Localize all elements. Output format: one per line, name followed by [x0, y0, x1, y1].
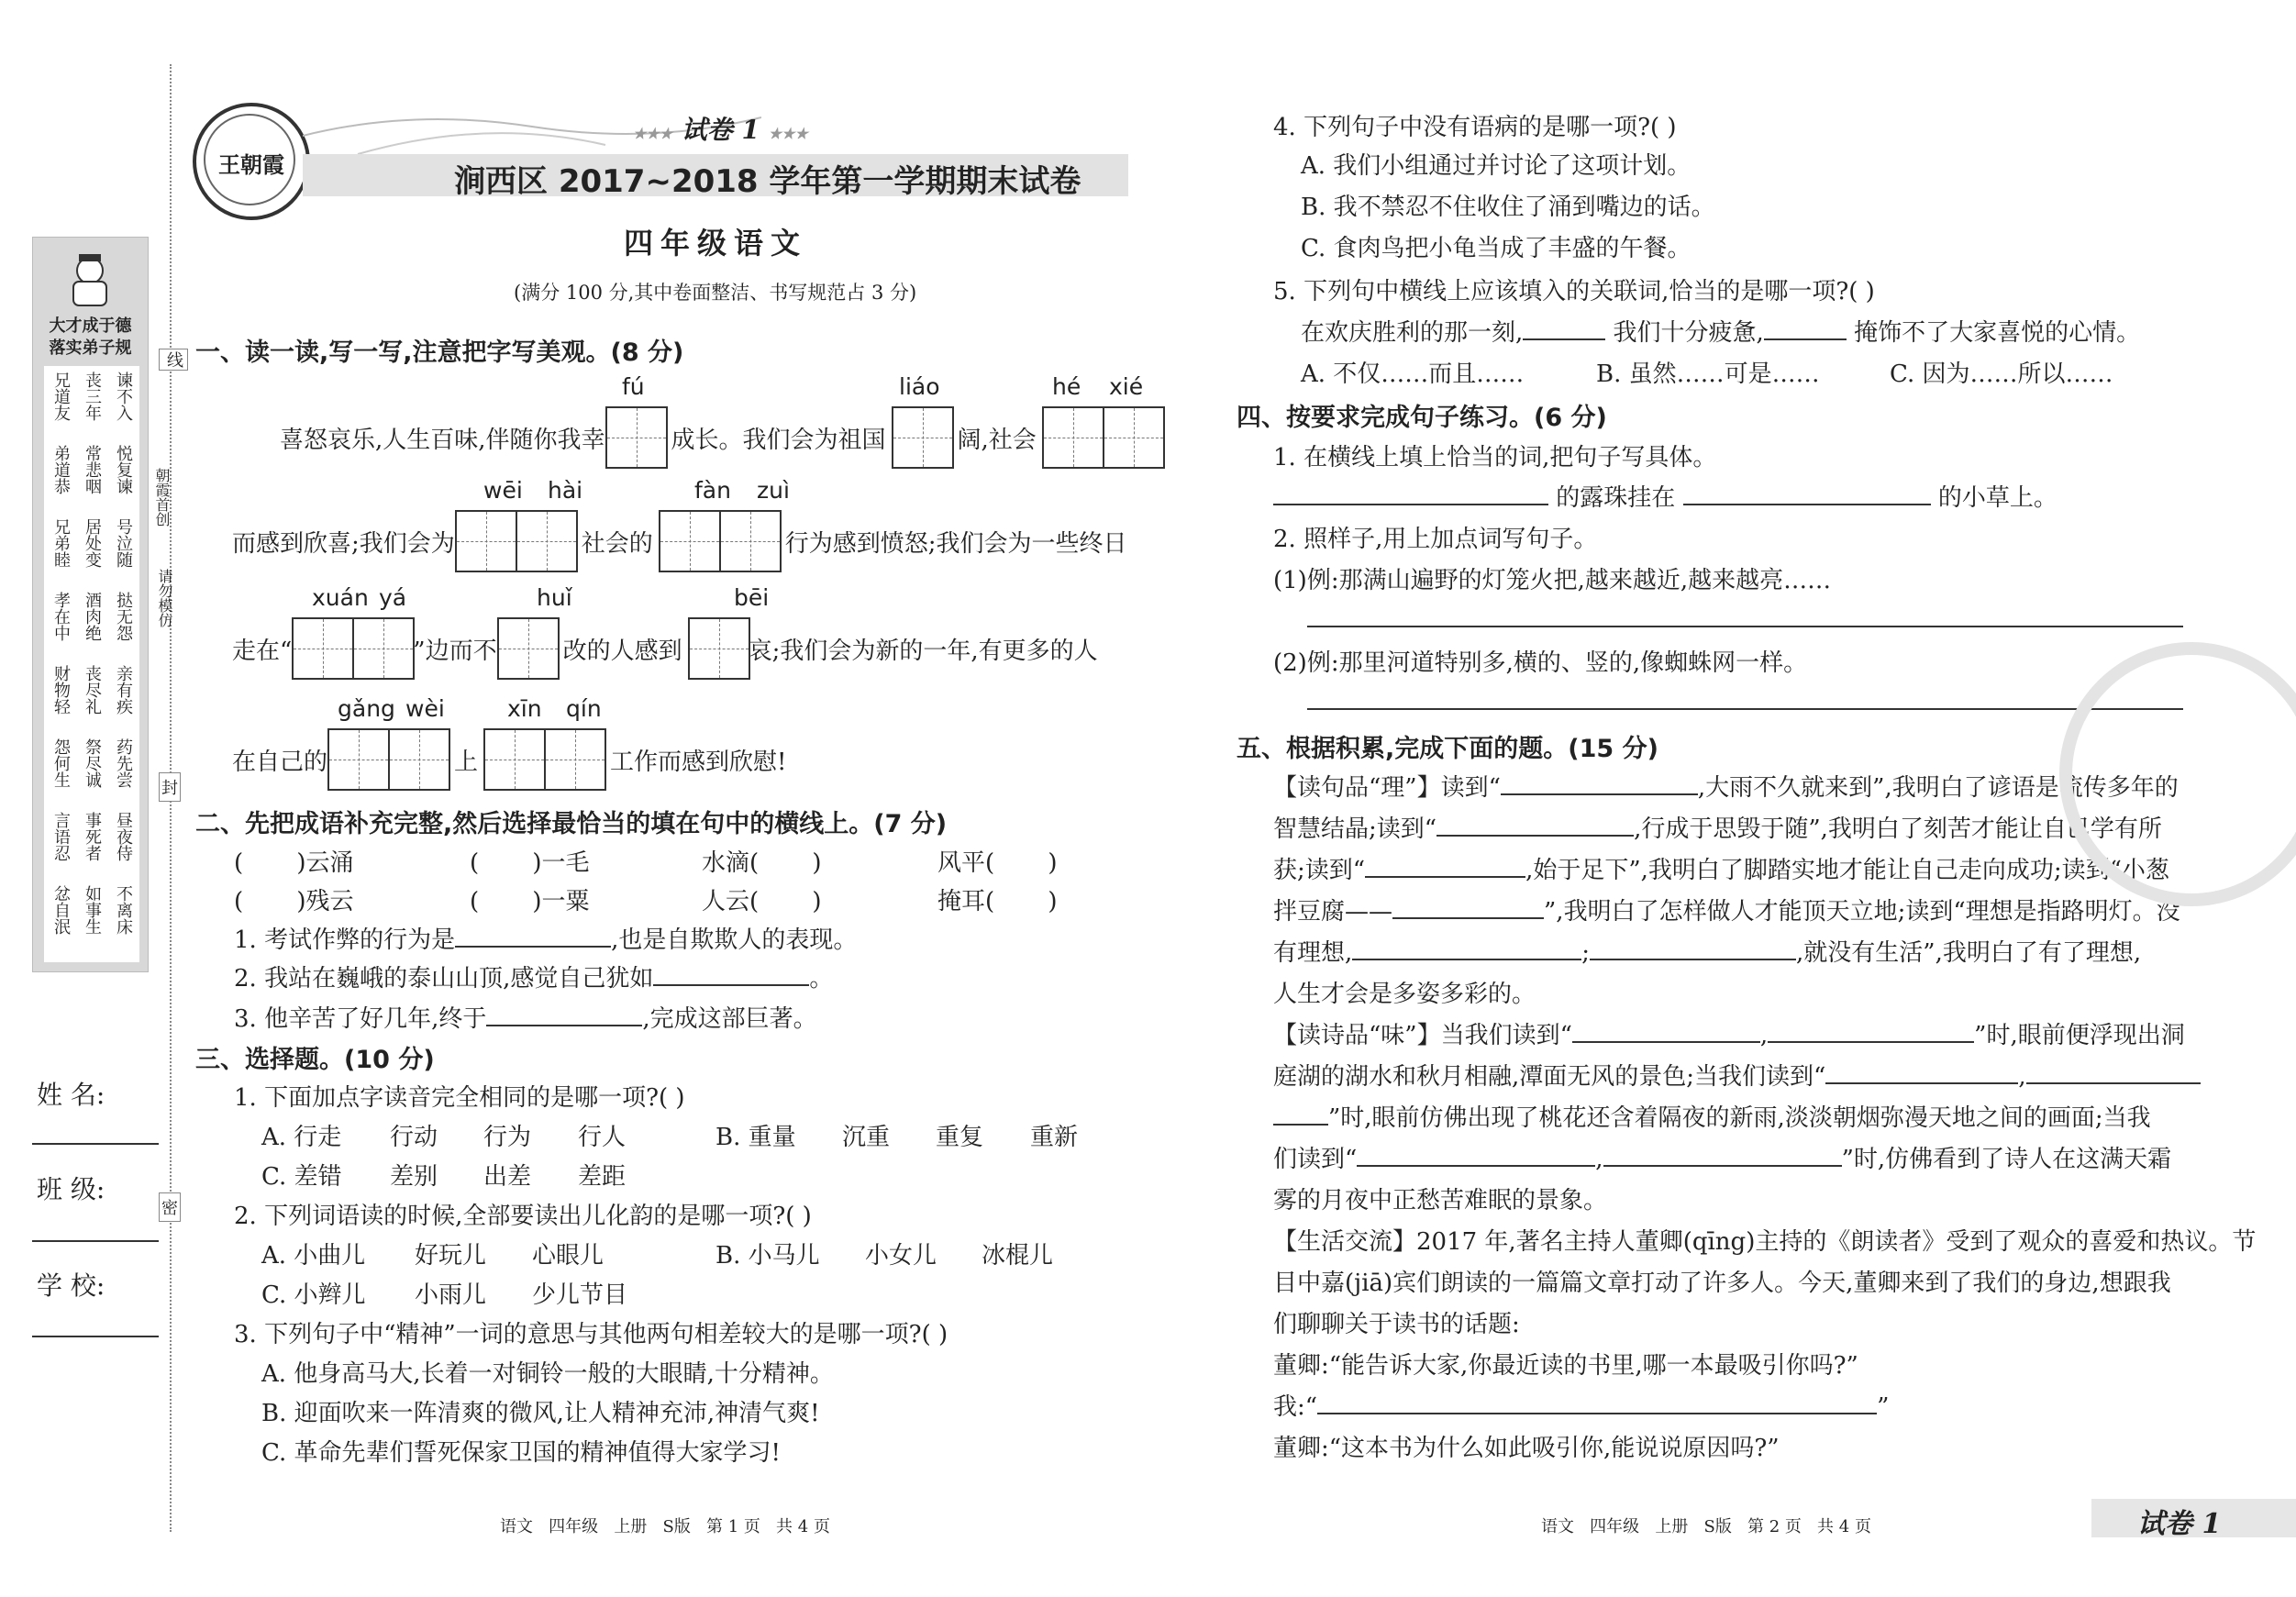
text: ,行成于思毁于随”,我明白了刻苦才能让自己学有所 — [1634, 815, 2162, 843]
verse-column: 酒肉绝 — [83, 592, 102, 641]
option: 出差 — [483, 1163, 532, 1191]
star-icon: ★★★ — [768, 125, 808, 142]
side-mark-secret: 密 — [159, 1192, 181, 1222]
option: 心眼儿 — [532, 1242, 605, 1270]
name-field[interactable] — [32, 1143, 159, 1145]
text: 们读到“ — [1273, 1146, 1358, 1173]
option: 行为 — [483, 1124, 532, 1151]
footer-left: 语文 四年级 上册 S版 第 1 页 共 4 页 — [500, 1517, 830, 1536]
question: 1. 在横线上填上恰当的词,把句子写具体。 — [1273, 444, 1717, 471]
writing-box[interactable] — [483, 728, 546, 791]
text: 。 — [809, 965, 834, 993]
text: 的小草上。 — [1937, 484, 2058, 512]
logo-text: 王朝霞 — [218, 151, 284, 178]
text: 而感到欣喜;我们会为 — [232, 529, 455, 558]
answer-blank[interactable] — [1352, 938, 1581, 960]
question — [234, 1000, 817, 1034]
text: ”时,仿佛看到了诗人在这满天霜 — [1841, 1146, 2172, 1173]
answer-blank[interactable] — [1825, 1062, 2018, 1084]
text: 工作而感到欣慰! — [610, 748, 787, 776]
writing-box[interactable] — [455, 510, 517, 572]
section1-title: 一、读一读,写一写,注意把字写美观。(8 分) — [195, 338, 684, 367]
question: 2. 照样子,用上加点词写句子。 — [1273, 526, 1598, 553]
series-text: 试卷 1 — [681, 115, 760, 145]
side-mark-line: 线 — [159, 349, 188, 371]
option[interactable]: C. 差错 — [261, 1163, 342, 1191]
text: ”边而不 — [413, 637, 497, 665]
text: 改的人感到 — [562, 637, 682, 665]
option: 差别 — [390, 1163, 438, 1191]
verse-column: 号泣随 — [114, 518, 133, 568]
answer-blank[interactable] — [1273, 483, 1548, 505]
paragraph-line — [1273, 1388, 1889, 1422]
text: 行为感到愤怒;我们会为一些终日 — [784, 529, 1127, 558]
section2-title: 二、先把成语补充完整,然后选择最恰当的填在句中的横线上。(7 分) — [195, 810, 948, 838]
text: 2. 我站在巍峨的泰山山顶,感觉自己犹如 — [234, 965, 654, 993]
text: 阔,社会 — [957, 426, 1037, 454]
verse-column: 言语忍 — [51, 812, 71, 861]
paragraph-line — [1273, 934, 2141, 968]
option[interactable]: A. 不仅……而且…… — [1301, 360, 1525, 388]
option: 少儿节目 — [532, 1281, 628, 1309]
writing-box[interactable] — [688, 617, 750, 680]
paragraph-line: 雾的月夜中正愁苦难眠的景象。 — [1273, 1187, 1608, 1214]
verse-column: 不离床 — [114, 885, 133, 935]
answer-blank[interactable] — [1590, 938, 1796, 960]
writing-box[interactable] — [1103, 406, 1165, 469]
section1-line-1 — [280, 406, 1163, 469]
footer-right: 语文 四年级 上册 S版 第 2 页 共 4 页 — [1541, 1517, 1871, 1536]
example-2: (2)例:那里河道特别多,横的、竖的,像蜘蛛网一样。 — [1273, 649, 1808, 677]
idiom-item: ( )一毛 — [470, 849, 590, 877]
option[interactable]: A. 行走 — [261, 1124, 342, 1151]
text: 有理想, — [1273, 939, 1353, 967]
verse-column: 弟道恭 — [51, 445, 71, 494]
paragraph-line: 【生活交流】2017 年,著名主持人董卿(qīng)主持的《朗读者》受到了观众的喜爱和热议。节 — [1273, 1228, 2257, 1256]
option[interactable]: A. 小曲儿 — [261, 1242, 366, 1270]
scholar-icon — [66, 254, 114, 309]
question — [234, 921, 857, 955]
text: 庭湖的湖水和秋月相融,潭面无风的景色;当我们读到“ — [1273, 1063, 1826, 1091]
question-sentence — [1301, 314, 2140, 348]
section1-line-3 — [232, 617, 1098, 680]
logo-seal — [193, 103, 310, 220]
pinyin: gǎng — [338, 695, 395, 722]
text: 智慧结晶;读到“ — [1273, 815, 1437, 843]
question: 5. 下列句中横线上应该填入的关联词,恰当的是哪一项?( ) — [1273, 278, 1875, 305]
idiom-item: 掩耳( ) — [937, 888, 1058, 915]
text: 在自己的 — [232, 748, 328, 776]
side-mark-copy: 请勿模仿 — [156, 569, 173, 627]
section1-line-4 — [232, 728, 792, 791]
sidebar-verses — [44, 366, 139, 962]
option: 差距 — [578, 1163, 627, 1191]
sidebar-panel — [32, 237, 149, 972]
text: ” — [1877, 1393, 1890, 1421]
writing-box[interactable] — [544, 728, 606, 791]
option[interactable]: C. 因为……所以…… — [1890, 360, 2113, 388]
option[interactable]: A. 他身高马大,长着一对铜铃一般的大眼睛,十分精神。 — [261, 1360, 834, 1388]
option[interactable]: A. 我们小组通过并讨论了这项计划。 — [1301, 152, 1691, 180]
option: 行人 — [578, 1124, 627, 1151]
writing-box[interactable] — [719, 510, 782, 572]
answer-blank[interactable] — [1768, 1021, 1974, 1043]
paragraph-line — [1273, 1099, 2151, 1133]
writing-box[interactable] — [388, 728, 450, 791]
side-mark-seal: 封 — [159, 772, 181, 802]
question — [234, 959, 833, 993]
answer-blank[interactable] — [653, 964, 809, 986]
pinyin: qín — [566, 695, 602, 722]
section5-title: 五、根据积累,完成下面的题。(15 分) — [1237, 735, 1658, 763]
writing-box[interactable] — [292, 617, 354, 680]
paragraph-line — [1273, 769, 2179, 803]
sidebar-motto-1: 大才成于德 — [49, 316, 132, 336]
text: 上 — [454, 748, 479, 776]
paragraph-line — [1273, 810, 2162, 844]
verse-column: 常悲咽 — [83, 445, 102, 494]
text: 获;读到“ — [1273, 857, 1366, 884]
class-label: 班 级: — [37, 1174, 105, 1204]
option: 小女儿 — [865, 1242, 937, 1270]
option[interactable]: B. 虽然……可是…… — [1596, 360, 1820, 388]
verse-column: 挞无怨 — [114, 592, 133, 641]
question: 3. 下列句子中“精神”一词的意思与其他两句相差较大的是哪一项?( ) — [234, 1321, 948, 1348]
text: ; — [1581, 939, 1591, 967]
idiom-item: ( )残云 — [234, 888, 354, 915]
section1-line-2 — [232, 510, 1133, 572]
idiom-item: 人云( ) — [702, 888, 822, 915]
text: , — [1595, 1146, 1603, 1173]
answer-blank[interactable] — [1764, 318, 1847, 340]
option[interactable]: C. 食肉鸟把小龟当成了丰盛的午餐。 — [1301, 235, 1691, 262]
verse-column: 亲有疾 — [114, 665, 133, 715]
question-sentence — [1273, 479, 2058, 513]
text: , — [2018, 1063, 2026, 1091]
option[interactable]: C. 革命先辈们誓死保家卫国的精神值得大家学习! — [261, 1439, 781, 1467]
pinyin: xīn — [507, 695, 542, 722]
writing-box[interactable] — [892, 406, 954, 469]
writing-box[interactable] — [497, 617, 560, 680]
writing-box[interactable] — [352, 617, 415, 680]
answer-blank[interactable] — [486, 1004, 642, 1026]
subject-title: 四年级语文 — [624, 226, 808, 261]
paragraph-line: 董卿:“这本书为什么如此吸引你,能说说原因吗?” — [1273, 1435, 1780, 1462]
idiom-item: 风平( ) — [937, 849, 1058, 877]
idiom-item: ( )一粟 — [470, 888, 590, 915]
sidebar-motto-2: 落实弟子规 — [49, 338, 132, 358]
paragraph-line — [1273, 893, 2180, 926]
text: 3. 他辛苦了好几年,终于 — [234, 1005, 487, 1033]
text: 哀;我们会为新的一年,有更多的人 — [748, 637, 1098, 665]
side-mark-original: 朝霞首创 — [153, 468, 171, 527]
answer-blank[interactable] — [1436, 815, 1634, 837]
text: 我们十分疲惫, — [1613, 319, 1764, 347]
option[interactable]: B. 迎面吹来一阵清爽的微风,让人精神充沛,神清气爽! — [261, 1400, 820, 1427]
writing-box[interactable] — [605, 406, 668, 469]
option: 重新 — [1030, 1124, 1079, 1151]
answer-blank[interactable] — [1273, 1103, 1328, 1126]
option[interactable]: B. 重量 — [715, 1124, 796, 1151]
text: 拌豆腐—— — [1273, 898, 1393, 926]
verse-column: 财物轻 — [51, 665, 71, 715]
text: 走在“ — [232, 637, 293, 665]
pinyin: yá — [379, 584, 407, 611]
verse-column: 兄道友 — [51, 372, 71, 421]
verse-column: 悦复谏 — [114, 445, 133, 494]
verse-column: 兄弟睦 — [51, 518, 71, 568]
verse-column: 居处变 — [83, 518, 102, 568]
answer-blank[interactable] — [455, 926, 611, 948]
question: 2. 下列词语读的时候,全部要读出儿化韵的是哪一项?( ) — [234, 1203, 812, 1230]
section4-title: 四、按要求完成句子练习。(6 分) — [1237, 404, 1607, 432]
verse-column: 昼夜侍 — [114, 812, 133, 861]
star-icon: ★★★ — [633, 125, 673, 142]
pinyin: xuán — [312, 584, 369, 611]
text: ”时,眼前便浮现出洞 — [1974, 1022, 2185, 1049]
class-field[interactable] — [32, 1240, 159, 1242]
idiom-item: 水滴( ) — [702, 849, 822, 877]
paragraph-line: 目中嘉(jiā)宾们朗读的一篇篇文章打动了许多人。今天,董卿来到了我们的身边,想跟我 — [1273, 1270, 2171, 1297]
verse-column: 如事生 — [83, 885, 102, 935]
paragraph-line — [1273, 1058, 2201, 1092]
text: 的露珠挂在 — [1556, 484, 1676, 512]
section3-title: 三、选择题。(10 分) — [195, 1046, 435, 1074]
pinyin: wēi — [483, 477, 523, 504]
series-label — [633, 110, 808, 147]
answer-blank[interactable] — [1603, 1145, 1842, 1167]
pinyin: hài — [548, 477, 583, 504]
answer-blank[interactable] — [1572, 1021, 1760, 1043]
writing-box[interactable] — [659, 510, 721, 572]
pinyin: liáo — [899, 373, 940, 400]
pinyin: huǐ — [537, 584, 572, 611]
example-1: (1)例:那满山遍野的灯笼火把,越来越近,越来越亮…… — [1273, 567, 1832, 594]
answer-blank[interactable] — [1392, 897, 1544, 919]
answer-blank[interactable] — [1501, 773, 1698, 795]
name-label: 姓 名: — [37, 1080, 105, 1110]
school-label: 学 校: — [37, 1270, 105, 1301]
paragraph-line — [1273, 1016, 2185, 1050]
text: 在欢庆胜利的那一刻, — [1301, 319, 1524, 347]
question: 4. 下列句子中没有语病的是哪一项?( ) — [1273, 114, 1677, 141]
text: 我:“ — [1273, 1393, 1318, 1421]
page-title: 涧西区 2017~2018 学年第一学期期末试卷 — [454, 163, 1081, 200]
text: ,大雨不久就来到”,我明白了谚语是流传多年的 — [1697, 774, 2179, 802]
question: 1. 下面加点字读音完全相同的是哪一项?( ) — [234, 1084, 685, 1112]
verse-column: 祭尽诚 — [83, 738, 102, 788]
text: ,也是自欺欺人的表现。 — [611, 926, 858, 954]
pinyin: xié — [1109, 373, 1144, 400]
option: 沉重 — [842, 1124, 891, 1151]
paragraph-line: 们聊聊关于读书的话题: — [1273, 1311, 1520, 1338]
verse-column: 谏不入 — [114, 372, 133, 421]
pinyin: wèi — [405, 695, 445, 722]
paragraph-line — [1273, 1140, 2171, 1174]
score-note: (满分 100 分,其中卷面整洁、书写规范占 3 分) — [514, 282, 917, 304]
paragraph-line — [1273, 851, 2169, 885]
text: 喜怒哀乐,人生百味,伴随你我幸 — [280, 426, 605, 454]
pinyin: fàn — [694, 477, 731, 504]
option: 行动 — [390, 1124, 438, 1151]
option: 重复 — [936, 1124, 984, 1151]
text: 【读句品“理”】读到“ — [1273, 774, 1501, 802]
answer-blank[interactable] — [1365, 856, 1525, 878]
footer-badge: 试卷 1 — [2137, 1508, 2222, 1540]
text: 社会的 — [581, 529, 653, 558]
paragraph-line: 人生才会是多姿多彩的。 — [1273, 981, 1536, 1008]
answer-blank[interactable] — [2026, 1062, 2201, 1084]
option[interactable]: B. 小马儿 — [715, 1242, 820, 1270]
answer-blank[interactable] — [1523, 318, 1605, 340]
writing-box[interactable] — [1042, 406, 1104, 469]
text: ,完成这部巨著。 — [642, 1005, 817, 1033]
verse-column: 孝在中 — [51, 592, 71, 641]
text: ,始于足下”,我明白了脚踏实地才能让自己走向成功;读到“小葱 — [1525, 857, 2169, 884]
writing-box[interactable] — [327, 728, 390, 791]
text: ,就没有生活”,我明白了有了理想, — [1796, 939, 2142, 967]
pinyin: fú — [622, 373, 645, 400]
answer-blank[interactable] — [1317, 1392, 1877, 1414]
text: 掩饰不了大家喜悦的心情。 — [1854, 319, 2141, 347]
verse-column: 丧三年 — [83, 372, 102, 421]
pinyin: hé — [1052, 373, 1081, 400]
verse-column: 丧尽礼 — [83, 665, 102, 715]
answer-line[interactable] — [1307, 708, 2183, 710]
option: 冰棍儿 — [982, 1242, 1054, 1270]
idiom-item: ( )云涌 — [234, 849, 354, 877]
verse-column: 药先尝 — [114, 738, 133, 788]
option[interactable]: B. 我不禁忍不住收住了涌到嘴边的话。 — [1301, 194, 1715, 221]
answer-blank[interactable] — [1683, 483, 1931, 505]
verse-column: 忿自泯 — [51, 885, 71, 935]
answer-blank[interactable] — [1357, 1145, 1595, 1167]
pinyin: zuì — [757, 477, 790, 504]
verse-column: 事死者 — [83, 812, 102, 861]
text: 1. 考试作弊的行为是 — [234, 926, 456, 954]
option[interactable]: C. 小辫儿 — [261, 1281, 366, 1309]
text: ”时,眼前仿佛出现了桃花还含着隔夜的新雨,淡淡朝烟弥漫天地之间的画面;当我 — [1328, 1104, 2151, 1132]
text: ”,我明白了怎样做人才能顶天立地;读到“理想是指路明灯。没 — [1544, 898, 2180, 926]
option: 小雨儿 — [415, 1281, 487, 1309]
writing-box[interactable] — [516, 510, 578, 572]
text: 成长。我们会为祖国 — [671, 426, 886, 454]
paragraph-line: 董卿:“能告诉大家,你最近读的书里,哪一本最吸引你吗?” — [1273, 1352, 1858, 1380]
answer-line[interactable] — [1307, 626, 2183, 627]
verse-column: 怨何生 — [51, 738, 71, 788]
text: , — [1759, 1022, 1769, 1049]
pinyin: bēi — [734, 584, 770, 611]
school-field[interactable] — [32, 1336, 159, 1337]
text: 【读诗品“味”】当我们读到“ — [1273, 1022, 1572, 1049]
option: 好玩儿 — [415, 1242, 487, 1270]
